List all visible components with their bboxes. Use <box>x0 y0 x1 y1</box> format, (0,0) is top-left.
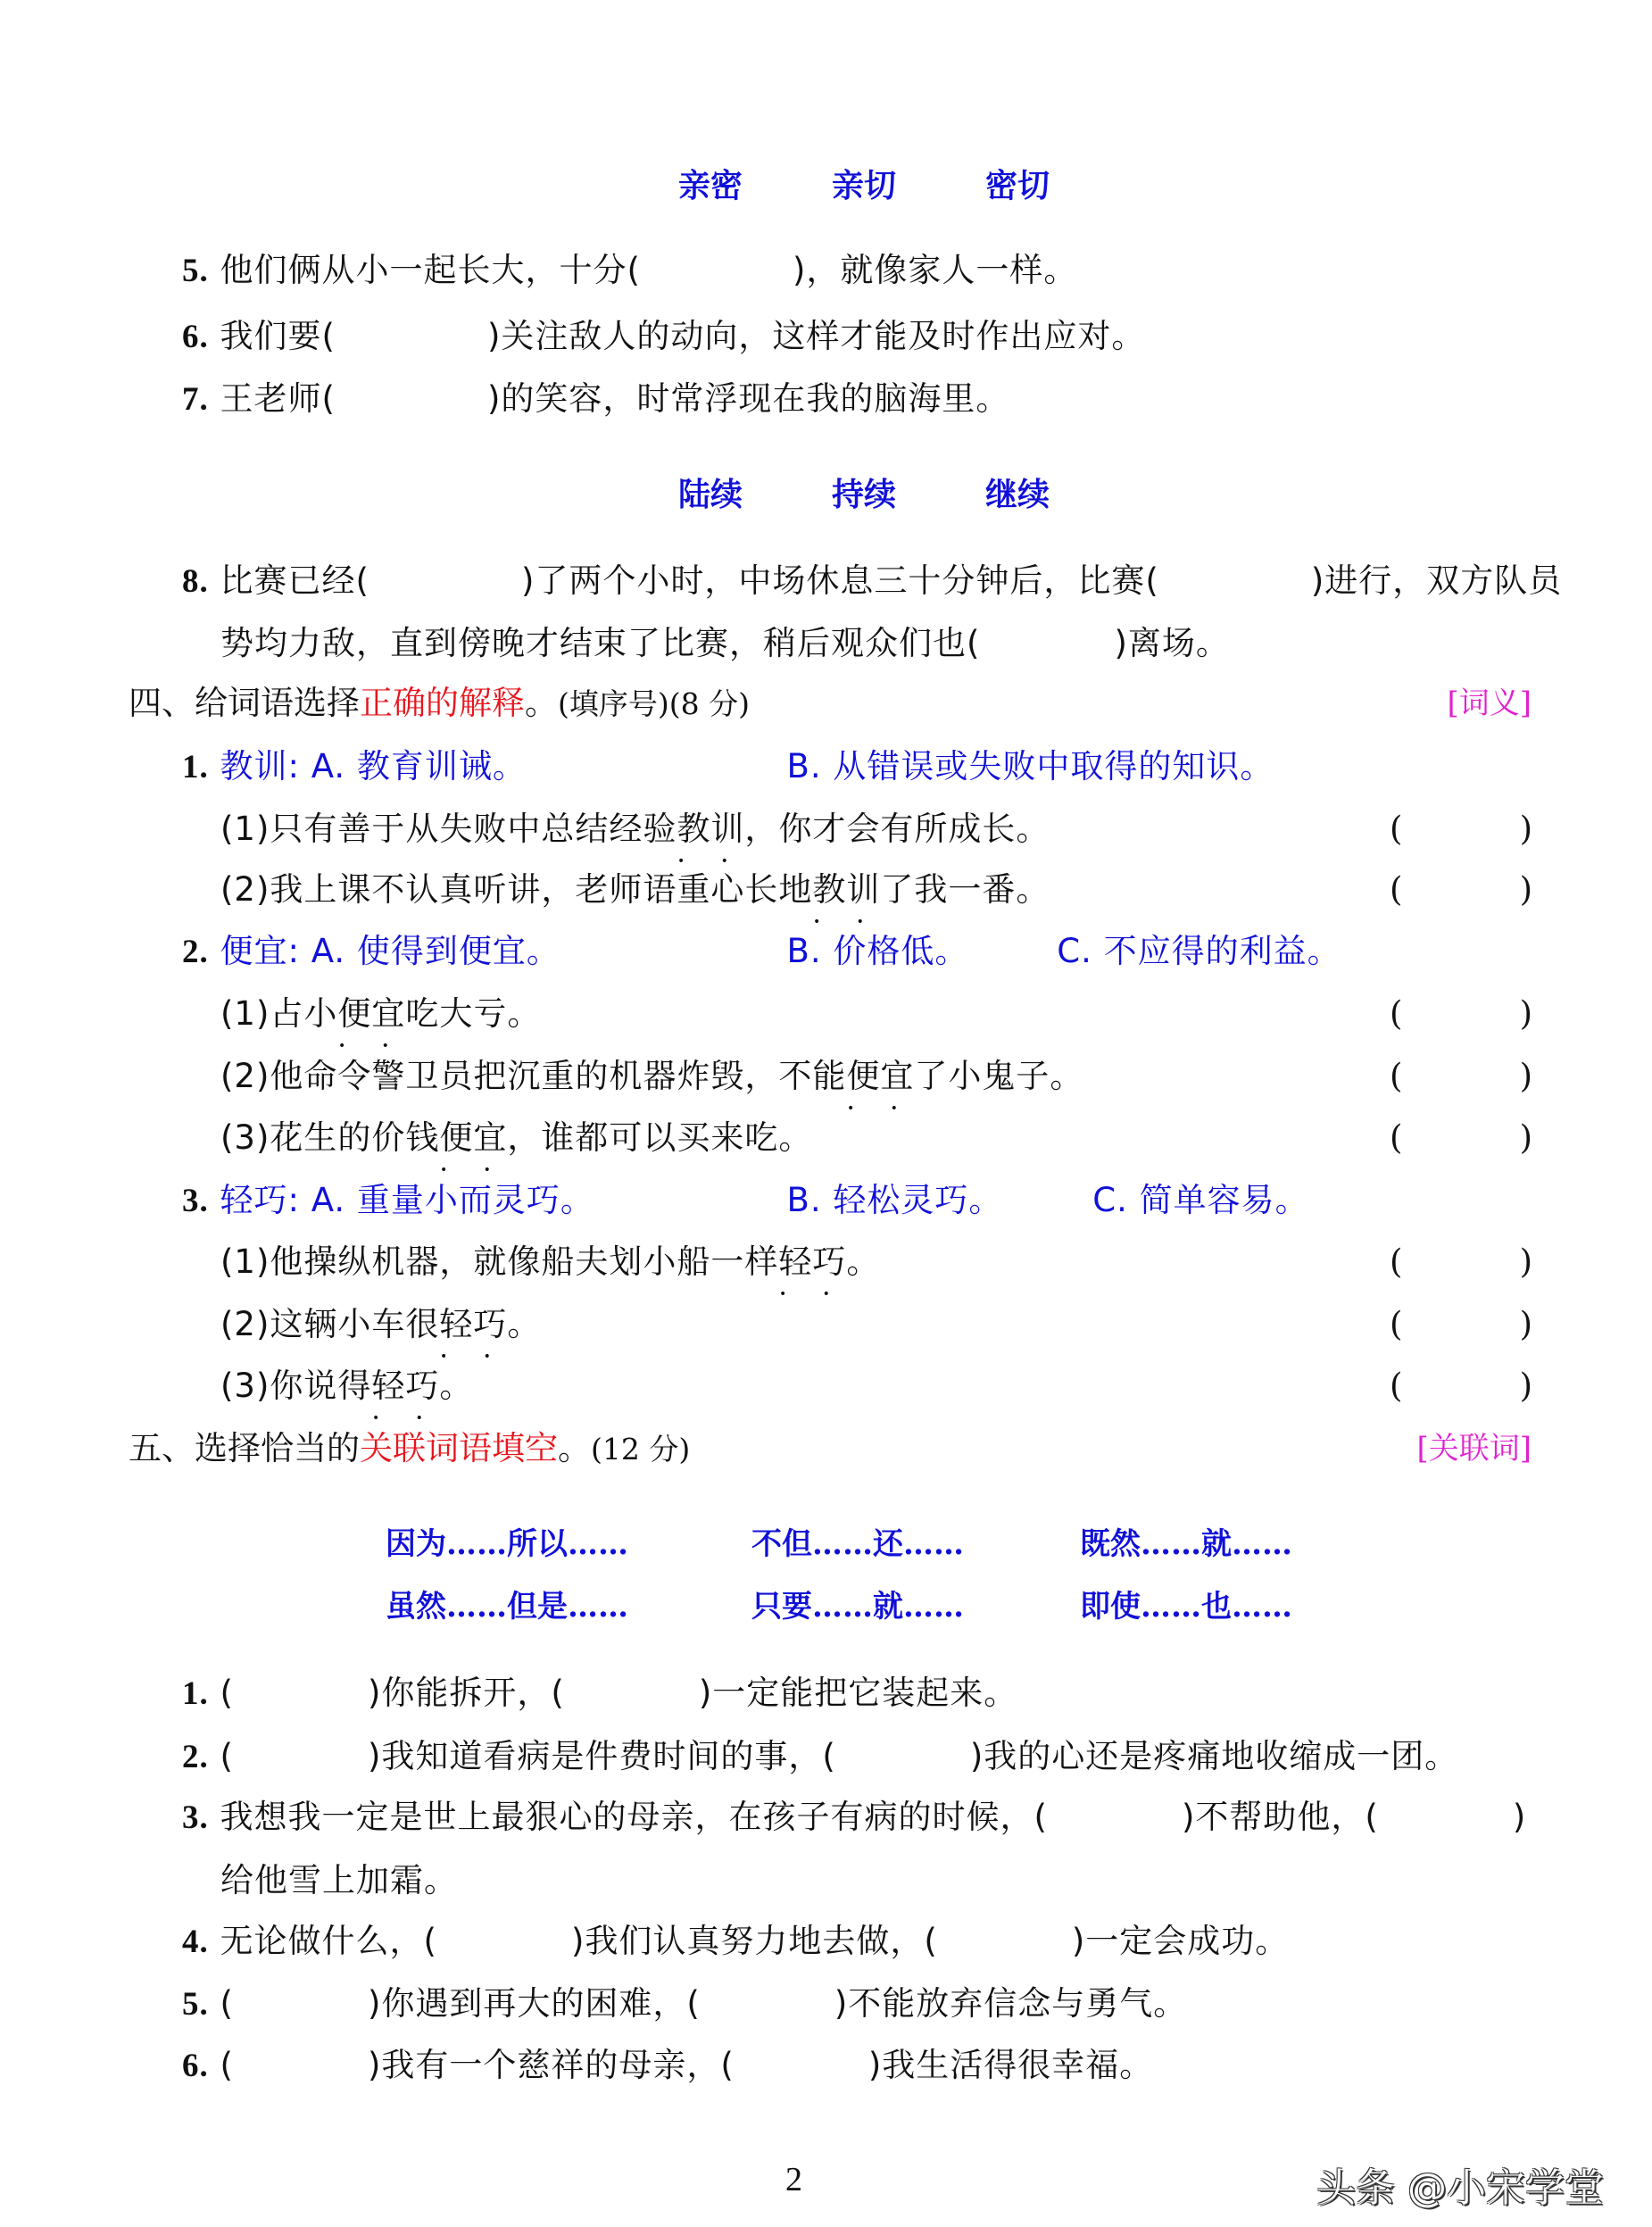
conjunction-item-2: 2. ( )我知道看病是件费时间的事，( )我的心还是疼痛地收缩成一团。 <box>182 1737 1459 1775</box>
emphasized-word: 轻巧 • • <box>439 1304 507 1345</box>
emphasized-word: 教训 • • <box>812 869 880 910</box>
watermark: 头条 @小宋学堂 <box>1316 2165 1604 2211</box>
sentence-1-1: (1)只有善于从失败中总结经验教训 • •，你才会有所成长。 <box>220 809 1050 850</box>
conjunction-option: 虽然……但是…… <box>386 1589 628 1625</box>
definition-row-3: 3. 轻巧: A. 重量小而灵巧。 B. 轻松灵巧。 C. 简单容易。 <box>182 1181 1309 1219</box>
word-choice: 亲密 <box>678 167 743 204</box>
question-item-6: 6. 我们要( )关注敌人的动向，这样才能及时作出应对。 <box>182 317 1146 355</box>
conjunction-option: 因为……所以…… <box>386 1526 628 1562</box>
conjunction-item-3-continued: 给他雪上加霜。 <box>220 1861 458 1899</box>
word-choice: 持续 <box>832 476 897 513</box>
answer-bracket[interactable]: ( ) <box>1390 810 1532 848</box>
title-highlight: 正确的解释 <box>360 684 525 722</box>
sentence-1-2: (2)我上课不认真听讲，老师语重心长地教训 • •了我一番。 <box>220 869 1050 910</box>
word-choices-group-2 <box>678 469 1050 515</box>
answer-bracket[interactable]: ( ) <box>1390 1367 1532 1405</box>
section-4-title: 四、给词语选择正确的解释。(填序号)(8 分) <box>129 684 750 722</box>
conjunction-option: 只要……就…… <box>751 1589 964 1625</box>
definition-option: B. 轻松灵巧。 <box>786 1181 1003 1219</box>
definition-option: B. 从错误或失败中取得的知识。 <box>786 747 1274 785</box>
section-4-tag: [词义] <box>1447 686 1532 721</box>
sentence-3-3: (3)你说得轻巧 • •。 <box>220 1366 473 1407</box>
question-item-7: 7. 王老师( )的笑容，时常浮现在我的脑海里。 <box>182 379 1010 418</box>
emphasized-word: 便宜 • • <box>439 1118 507 1159</box>
definition-option: B. 价格低。 <box>786 932 969 970</box>
answer-bracket[interactable]: ( ) <box>1390 870 1532 909</box>
sentence-2-2: (2)他命令警卫员把沉重的机器炸毁，不能便宜 • •了小鬼子。 <box>220 1056 1083 1097</box>
sentence-2-3: (3)花生的价钱便宜 • •，谁都可以买来吃。 <box>220 1118 812 1159</box>
section-5-tag: [关联词] <box>1416 1431 1532 1467</box>
definition-row-1: 1. 教训: A. 教育训诫。 B. 从错误或失败中取得的知识。 <box>182 747 1274 785</box>
target-word: 教训 <box>220 747 288 785</box>
page-number: 2 <box>785 2161 802 2198</box>
conjunction-item-4: 4. 无论做什么，( )我们认真努力地去做，( )一定会成功。 <box>182 1922 1290 1960</box>
target-word: 轻巧 <box>220 1181 288 1219</box>
title-highlight: 关联词语填空 <box>360 1429 558 1467</box>
word-choice: 陆续 <box>678 476 743 513</box>
definition-row-2: 2. 便宜: A. 使得到便宜。 B. 价格低。 C. 不应得的利益。 <box>182 932 1341 970</box>
conjunction-option: 既然……就…… <box>1080 1526 1292 1562</box>
answer-bracket[interactable]: ( ) <box>1390 994 1532 1033</box>
conjunction-item-5: 5. ( )你遇到再大的困难，( )不能放弃信念与勇气。 <box>182 1984 1188 2023</box>
target-word: 便宜 <box>220 932 288 970</box>
section-5-title: 五、选择恰当的关联词语填空。(12 分) <box>129 1429 691 1467</box>
conjunction-option: 不但……还…… <box>751 1526 964 1562</box>
answer-bracket[interactable]: ( ) <box>1390 1305 1532 1343</box>
definition-option: A. 教育训诫。 <box>311 747 527 785</box>
definition-option: C. 简单容易。 <box>1092 1181 1309 1219</box>
word-choice: 亲切 <box>832 167 897 204</box>
emphasized-word: 便宜 • • <box>846 1056 914 1097</box>
definition-option: C. 不应得的利益。 <box>1057 932 1341 970</box>
emphasized-word: 轻巧 • • <box>778 1242 846 1283</box>
word-choice: 密切 <box>985 167 1050 204</box>
word-choices-group-1 <box>678 161 1050 206</box>
sentence-3-1: (1)他操纵机器，就像船夫划小船一样轻巧 • •。 <box>220 1242 880 1283</box>
question-item-5: 5. 他们俩从小一起长大，十分( )，就像家人一样。 <box>182 251 1078 289</box>
question-item-8-line-2: 势均力敌，直到傍晚才结束了比赛，稍后观众们也( )离场。 <box>220 624 1230 662</box>
word-choice: 继续 <box>985 476 1050 513</box>
question-item-8-line-1: 8. 比赛已经( )了两个小时，中场休息三十分钟后，比赛( )进行，双方队员 <box>182 561 1563 600</box>
conjunction-item-1: 1. ( )你能拆开，( )一定能把它装起来。 <box>182 1674 1018 1712</box>
conjunction-item-3: 3. 我想我一定是世上最狠心的母亲，在孩子有病的时候，( )不帮助他，( ) <box>182 1798 1527 1836</box>
conjunction-option: 即使……也…… <box>1080 1589 1292 1625</box>
emphasized-word: 便宜 • • <box>337 993 405 1035</box>
answer-bracket[interactable]: ( ) <box>1390 1118 1532 1157</box>
answer-bracket[interactable]: ( ) <box>1390 1057 1532 1095</box>
sentence-3-2: (2)这辆小车很轻巧 • •。 <box>220 1304 541 1345</box>
definition-option: A. 重量小而灵巧。 <box>311 1181 594 1219</box>
sentence-2-1: (1)占小便宜 • •吃大亏。 <box>220 993 541 1035</box>
answer-bracket[interactable]: ( ) <box>1390 1242 1532 1281</box>
definition-option: A. 使得到便宜。 <box>311 932 560 970</box>
emphasized-word: 轻巧 • • <box>371 1366 439 1407</box>
emphasized-word: 教训 • • <box>677 809 744 850</box>
conjunction-item-6: 6. ( )我有一个慈祥的母亲，( )我生活得很幸福。 <box>182 2046 1154 2084</box>
